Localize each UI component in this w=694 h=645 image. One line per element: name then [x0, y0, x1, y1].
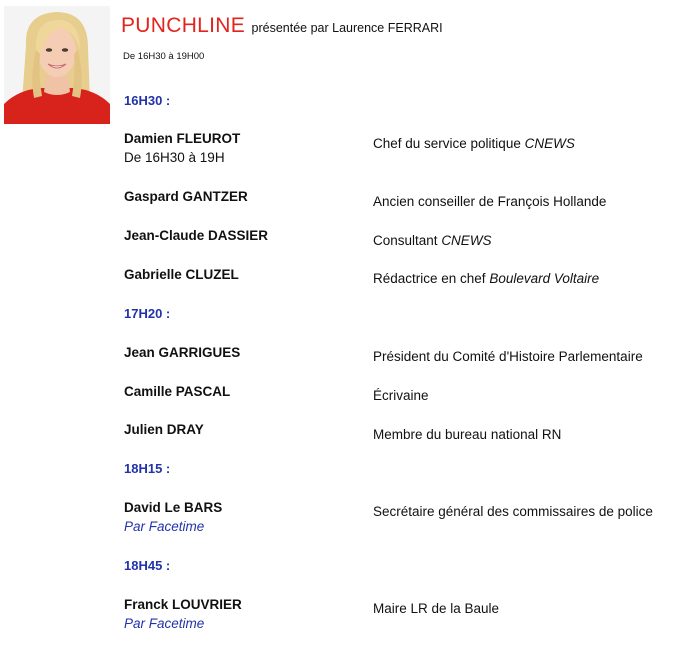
guest-note: Par Facetime — [124, 519, 205, 534]
guest-name: Camille PASCAL — [124, 384, 231, 399]
guest-name: Franck LOUVRIER — [124, 597, 242, 612]
time-slot: 18H15 : — [124, 461, 171, 476]
guest-role: Président du Comité d'Histoire Parlementaire — [373, 349, 643, 364]
guest-role: Maire LR de la Baule — [373, 601, 500, 616]
guest-role: Chef du service politique CNEWS — [373, 136, 575, 151]
guest-name: Gaspard GANTZER — [124, 189, 248, 204]
guest-name: Julien DRAY — [124, 422, 204, 437]
guest-role: Écrivaine — [373, 388, 429, 403]
time-slot: 17H20 : — [124, 306, 171, 321]
guest-name: David Le BARS — [124, 500, 223, 515]
guest-role: Rédactrice en chef Boulevard Voltaire — [373, 271, 600, 286]
presenter-portrait-icon — [4, 6, 110, 124]
guest-role: Membre du bureau national RN — [373, 427, 562, 442]
time-slot: 16H30 : — [124, 93, 171, 108]
guest-name: Jean GARRIGUES — [124, 345, 241, 360]
guest-name: Gabrielle CLUZEL — [124, 267, 239, 282]
show-header — [121, 14, 443, 38]
presenter-photo — [4, 6, 110, 124]
guest-name: Damien FLEUROT — [124, 131, 241, 146]
guest-role: Ancien conseiller de François Hollande — [373, 194, 607, 209]
presenter-credit: présentée par Laurence FERRARI — [251, 21, 443, 35]
guest-role: Consultant CNEWS — [373, 233, 492, 248]
time-slot: 18H45 : — [124, 558, 171, 573]
guest-name: Jean-Claude DASSIER — [124, 228, 269, 243]
guest-role: Secrétaire général des commissaires de police — [373, 504, 653, 519]
guest-note: Par Facetime — [124, 616, 205, 631]
show-title: PUNCHLINE — [121, 14, 246, 37]
show-schedule: De 16H30 à 19H00 — [123, 51, 205, 62]
guest-note: De 16H30 à 19H — [124, 150, 225, 165]
